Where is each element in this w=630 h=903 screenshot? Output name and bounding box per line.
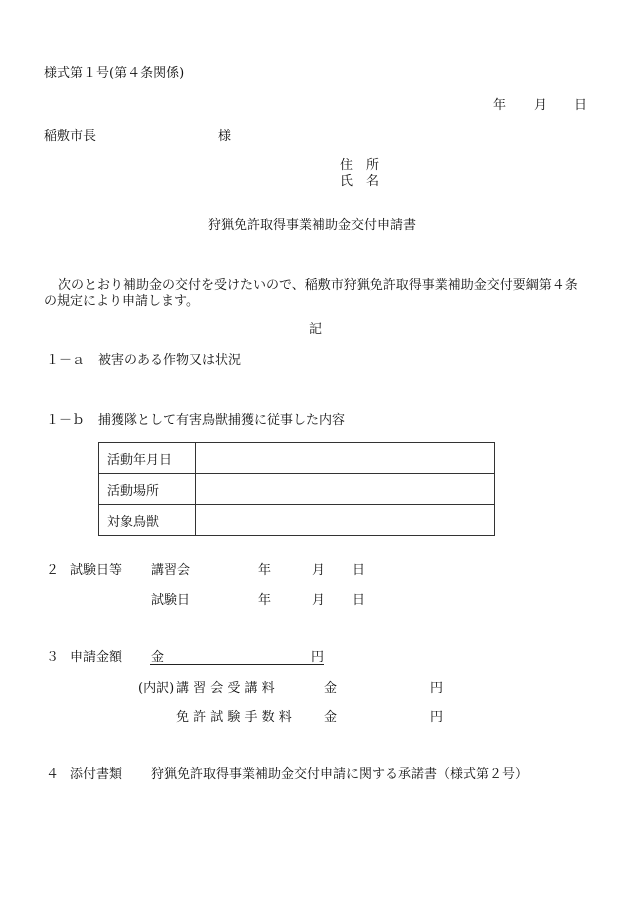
item-1b-number: １－ｂ	[46, 413, 86, 428]
item-4-content: 狩猟免許取得事業補助金交付申請に関する承諾書（様式第２号）	[151, 767, 529, 782]
item-4-label: 添付書類	[70, 767, 123, 782]
item-3-label: 申請金額	[70, 650, 123, 665]
date-day-label: 日	[574, 98, 588, 113]
breakdown-yen: 円	[430, 681, 444, 696]
item-2-row-month: 月	[312, 593, 326, 608]
table-cell-input[interactable]	[196, 443, 495, 474]
breakdown-kin: 金	[324, 681, 338, 696]
document-title: 狩猟免許取得事業補助金交付申請書	[208, 218, 417, 233]
date-year-label: 年	[493, 98, 507, 113]
breakdown-kin: 金	[324, 710, 338, 725]
applicant-name-label: 氏 名	[340, 174, 380, 189]
table-cell-label: 対象鳥獣	[99, 505, 196, 536]
table-cell-input[interactable]	[196, 505, 495, 536]
item-2-label: 試験日等	[70, 563, 123, 578]
table-cell-label: 活動年月日	[99, 443, 196, 474]
item-1a-number: １－ａ	[46, 353, 86, 368]
body-line-1: 次のとおり補助金の交付を受けたいので、稲敷市狩猟免許取得事業補助金交付要綱第４条	[58, 278, 578, 293]
item-2-row-year: 年	[258, 563, 272, 578]
amount-yen: 円	[311, 650, 325, 665]
ki-marker: 記	[309, 322, 323, 337]
amount-underline[interactable]	[150, 664, 324, 665]
item-2-row-day: 日	[352, 563, 366, 578]
activity-table	[98, 442, 495, 536]
form-number: 様式第１号(第４条関係)	[44, 66, 185, 81]
item-2-row-day: 日	[352, 593, 366, 608]
table-row	[99, 474, 495, 505]
table-cell-label: 活動場所	[99, 474, 196, 505]
item-2-row-label: 試験日	[151, 593, 191, 608]
table-row	[99, 505, 495, 536]
item-3-number: ３	[46, 650, 60, 665]
table-row	[99, 443, 495, 474]
item-2-row-label: 講習会	[151, 563, 191, 578]
item-2-row-year: 年	[258, 593, 272, 608]
addressee-name: 稲敷市長	[44, 129, 97, 144]
applicant-address-label: 住 所	[340, 158, 380, 173]
breakdown-label: 免 許 試 験 手 数 料	[176, 710, 292, 725]
item-2-row-month: 月	[312, 563, 326, 578]
item-1a-label: 被害のある作物又は状況	[98, 353, 242, 368]
item-1b-label: 捕獲隊として有害鳥獣捕獲に従事した内容	[98, 413, 346, 428]
amount-kin: 金	[151, 650, 165, 665]
date-month-label: 月	[534, 98, 548, 113]
body-line-2: の規定により申請します。	[44, 294, 199, 309]
item-2-number: ２	[46, 563, 60, 578]
item-4-number: ４	[46, 767, 60, 782]
table-cell-input[interactable]	[196, 474, 495, 505]
breakdown-label: 講 習 会 受 講 料	[176, 681, 275, 696]
breakdown-yen: 円	[430, 710, 444, 725]
addressee-honorific: 様	[218, 129, 232, 144]
breakdown-prefix: (内訳)	[138, 681, 175, 696]
